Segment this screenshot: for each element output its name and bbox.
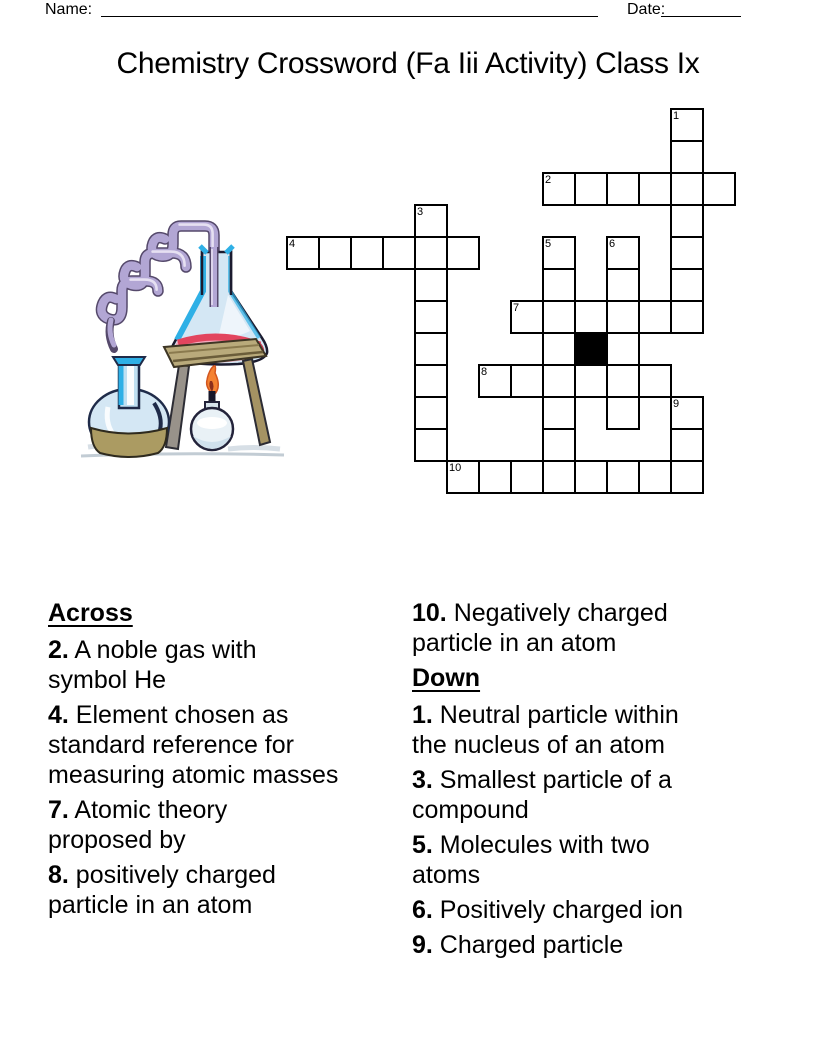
grid-cell[interactable] xyxy=(542,332,576,366)
crossword-grid xyxy=(286,108,742,500)
grid-cell[interactable] xyxy=(510,364,544,398)
grid-cell[interactable] xyxy=(478,364,512,398)
grid-cell[interactable] xyxy=(542,396,576,430)
chemistry-lab-illustration xyxy=(78,195,288,462)
name-blank-line[interactable] xyxy=(101,15,598,17)
grid-cell[interactable] xyxy=(446,236,480,270)
clue-number: 6. xyxy=(412,896,433,924)
grid-cell[interactable] xyxy=(574,300,608,334)
grid-cell[interactable] xyxy=(574,460,608,494)
cell-number: 1 xyxy=(673,110,680,122)
grid-cell[interactable] xyxy=(638,364,672,398)
grid-cell[interactable] xyxy=(638,172,672,206)
clues-column-right xyxy=(412,598,683,965)
clue-5: 5. Molecules with two atoms xyxy=(412,831,650,889)
grid-cell[interactable] xyxy=(606,172,640,206)
date-blank-line[interactable] xyxy=(661,15,741,17)
grid-cell[interactable] xyxy=(542,364,576,398)
grid-cell[interactable] xyxy=(670,204,704,238)
grid-cell[interactable] xyxy=(350,236,384,270)
grid-cell[interactable] xyxy=(510,460,544,494)
name-label: Name: xyxy=(45,1,93,18)
grid-cell[interactable] xyxy=(574,172,608,206)
clue-9: 9. Charged particle xyxy=(412,931,624,959)
grid-cell[interactable] xyxy=(286,236,320,270)
clue-number: 7. xyxy=(48,796,69,824)
grid-cell[interactable] xyxy=(670,300,704,334)
grid-cell[interactable] xyxy=(542,460,576,494)
grid-cell[interactable] xyxy=(670,236,704,270)
grid-cell[interactable] xyxy=(670,172,704,206)
clue-number: 8. xyxy=(48,861,69,889)
clue-number: 2. xyxy=(48,636,69,664)
grid-cell[interactable] xyxy=(606,460,640,494)
grid-cell[interactable] xyxy=(318,236,352,270)
cell-number: 2 xyxy=(545,174,552,186)
grid-cell[interactable] xyxy=(542,300,576,334)
grid-cell[interactable] xyxy=(606,332,640,366)
grid-cell[interactable] xyxy=(670,396,704,430)
grid-cell[interactable] xyxy=(702,172,736,206)
grid-cell[interactable] xyxy=(382,236,416,270)
grid-cell[interactable] xyxy=(542,268,576,302)
clue-number: 5. xyxy=(412,831,433,859)
grid-cell[interactable] xyxy=(414,364,448,398)
grid-cell[interactable] xyxy=(606,236,640,270)
grid-cell[interactable] xyxy=(670,460,704,494)
blocked-cell xyxy=(574,332,608,366)
down-heading: Down xyxy=(412,664,481,692)
grid-cell[interactable] xyxy=(670,428,704,462)
clue-10: 10. Negatively charged particle in an atom xyxy=(412,599,668,657)
grid-cell[interactable] xyxy=(414,236,448,270)
grid-cell[interactable] xyxy=(606,300,640,334)
cell-number: 7 xyxy=(513,302,520,314)
grid-cell[interactable] xyxy=(414,396,448,430)
grid-cell[interactable] xyxy=(478,460,512,494)
grid-cell[interactable] xyxy=(542,236,576,270)
clue-number: 3. xyxy=(412,766,433,794)
grid-cell[interactable] xyxy=(606,268,640,302)
cell-number: 9 xyxy=(673,398,680,410)
clue-3: 3. Smallest particle of a compound xyxy=(412,766,672,824)
round-flask-icon xyxy=(89,357,169,457)
cell-number: 10 xyxy=(449,462,462,474)
grid-cell[interactable] xyxy=(542,428,576,462)
grid-cell[interactable] xyxy=(638,460,672,494)
cell-number: 6 xyxy=(609,238,616,250)
clue-6: 6. Positively charged ion xyxy=(412,896,683,924)
clue-number: 10. xyxy=(412,599,447,627)
clue-number: 9. xyxy=(412,931,433,959)
grid-cell[interactable] xyxy=(606,396,640,430)
grid-cell[interactable] xyxy=(414,428,448,462)
grid-cell[interactable] xyxy=(606,364,640,398)
grid-cell[interactable] xyxy=(510,300,544,334)
grid-cell[interactable] xyxy=(670,268,704,302)
clue-number: 4. xyxy=(48,701,69,729)
clue-1: 1. Neutral particle within the nucleus of an atom xyxy=(412,701,679,759)
page-title: Chemistry Crossword (Fa Iii Activity) Class Ix xyxy=(116,47,700,80)
grid-cell[interactable] xyxy=(414,268,448,302)
clue-7: 7. Atomic theory proposed by xyxy=(48,796,228,854)
clue-8: 8. positively charged particle in an atom xyxy=(48,861,276,919)
grid-cell[interactable] xyxy=(542,172,576,206)
grid-cell[interactable] xyxy=(414,204,448,238)
clue-4: 4. Element chosen as standard reference for measuring atomic masses xyxy=(48,701,339,789)
grid-cell[interactable] xyxy=(574,364,608,398)
grid-cell[interactable] xyxy=(446,460,480,494)
cell-number: 5 xyxy=(545,238,552,250)
grid-cell[interactable] xyxy=(670,140,704,174)
cell-number: 8 xyxy=(481,366,488,378)
grid-cell[interactable] xyxy=(414,300,448,334)
clue-number: 1. xyxy=(412,701,433,729)
date-label: Date: xyxy=(627,1,666,18)
grid-cell[interactable] xyxy=(414,332,448,366)
clues-column-left xyxy=(48,598,338,925)
burner-icon xyxy=(191,366,233,450)
grid-cell[interactable] xyxy=(670,108,704,142)
clue-2: 2. A noble gas with symbol He xyxy=(48,636,257,694)
grid-cell[interactable] xyxy=(638,300,672,334)
across-heading: Across xyxy=(48,599,133,627)
cell-number: 3 xyxy=(417,206,424,218)
cell-number: 4 xyxy=(289,238,296,250)
